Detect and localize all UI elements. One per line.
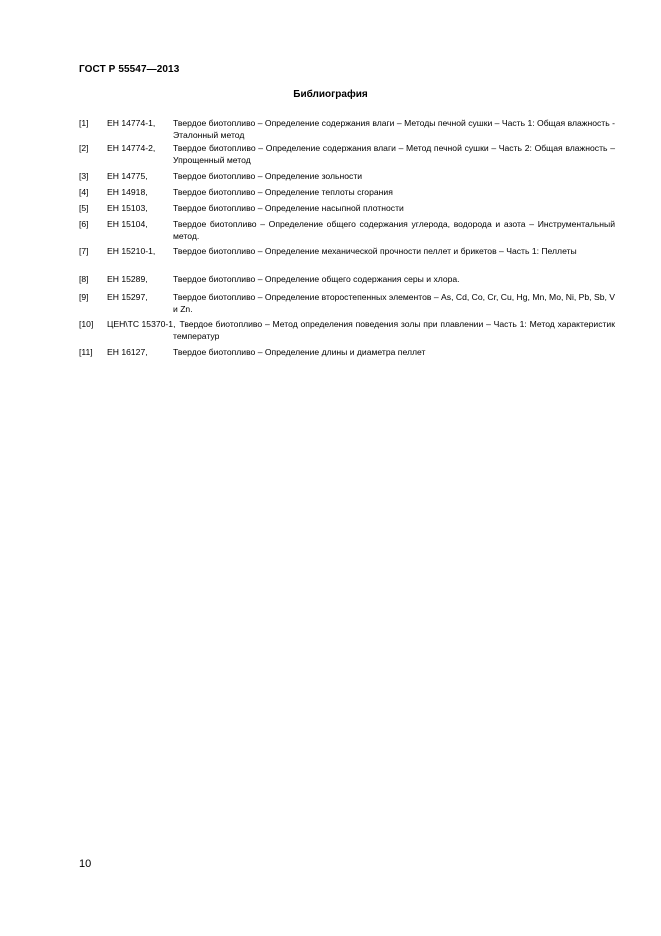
entry-reference: ЕН 15210-1,	[107, 246, 156, 256]
entry-title: Твердое биотопливо – Определение механической прочности пеллет и брикетов – Часть 1: Пеллеты	[173, 246, 577, 256]
entry-number: [8]	[79, 274, 89, 284]
page-number: 10	[79, 858, 92, 870]
entry-title: Твердое биотопливо – Определение длины и диаметра пеллет	[173, 347, 426, 357]
entry-reference: ЕН 15103,	[107, 203, 148, 213]
entry-number: [4]	[79, 187, 89, 197]
document-code: ГОСТ Р 55547—2013	[79, 64, 180, 75]
entry-number: [3]	[79, 171, 89, 181]
entry-number: [1]	[79, 118, 89, 128]
entry-title: Твердое биотопливо – Определение второстепенных элементов – As, Cd, Co, Cr, Cu, Hg, Mn, Mo, Ni, Pb, Sb, V и Zn.	[173, 292, 615, 314]
entry-title: Твердое биотопливо – Определение насыпной плотности	[173, 203, 404, 213]
entry-title: Твердое биотопливо – Метод определения поведения золы при плавлении – Часть 1: Метод характеристик температур	[173, 319, 615, 341]
entry-number: [9]	[79, 292, 89, 302]
entry-reference: ЕН 14774-2,	[107, 143, 156, 153]
entry-reference: ЕН 15297,	[107, 292, 148, 302]
entry-reference: ЕН 16127,	[107, 347, 148, 357]
entry-number: [10]	[79, 319, 94, 329]
bibliography-heading: Библиография	[293, 89, 368, 100]
entry-title: Твердое биотопливо – Определение теплоты сгорания	[173, 187, 393, 197]
entry-title: Твердое биотопливо – Определение общего содержания серы и хлора.	[173, 274, 460, 284]
entry-number: [6]	[79, 219, 89, 229]
entry-number: [11]	[79, 347, 93, 357]
entry-reference: ЕН 14774-1,	[107, 118, 156, 128]
entry-title: Твердое биотопливо – Определение содержания влаги – Методы печной сушки – Часть 1: Общая влажность - Эталонный метод	[173, 118, 615, 140]
entry-title: Твердое биотопливо – Определение содержания влаги – Метод печной сушки – Часть 2: Общая влажность – Упрощенный метод	[173, 143, 615, 165]
entry-number: [2]	[79, 143, 89, 153]
entry-reference: ЕН 14775,	[107, 171, 148, 181]
entry-reference: ЕН 15104,	[107, 219, 148, 229]
entry-number: [7]	[79, 246, 89, 256]
entry-title: Твердое биотопливо – Определение общего содержания углерода, водорода и азота – Инструментальный метод.	[173, 219, 615, 241]
entry-reference: ЕН 15289,	[107, 274, 148, 284]
entry-number: [5]	[79, 203, 89, 213]
entry-title: Твердое биотопливо – Определение зольности	[173, 171, 363, 181]
entry-reference: ЦЕН\TC 15370-1,	[107, 319, 176, 329]
entry-reference: ЕН 14918,	[107, 187, 148, 197]
